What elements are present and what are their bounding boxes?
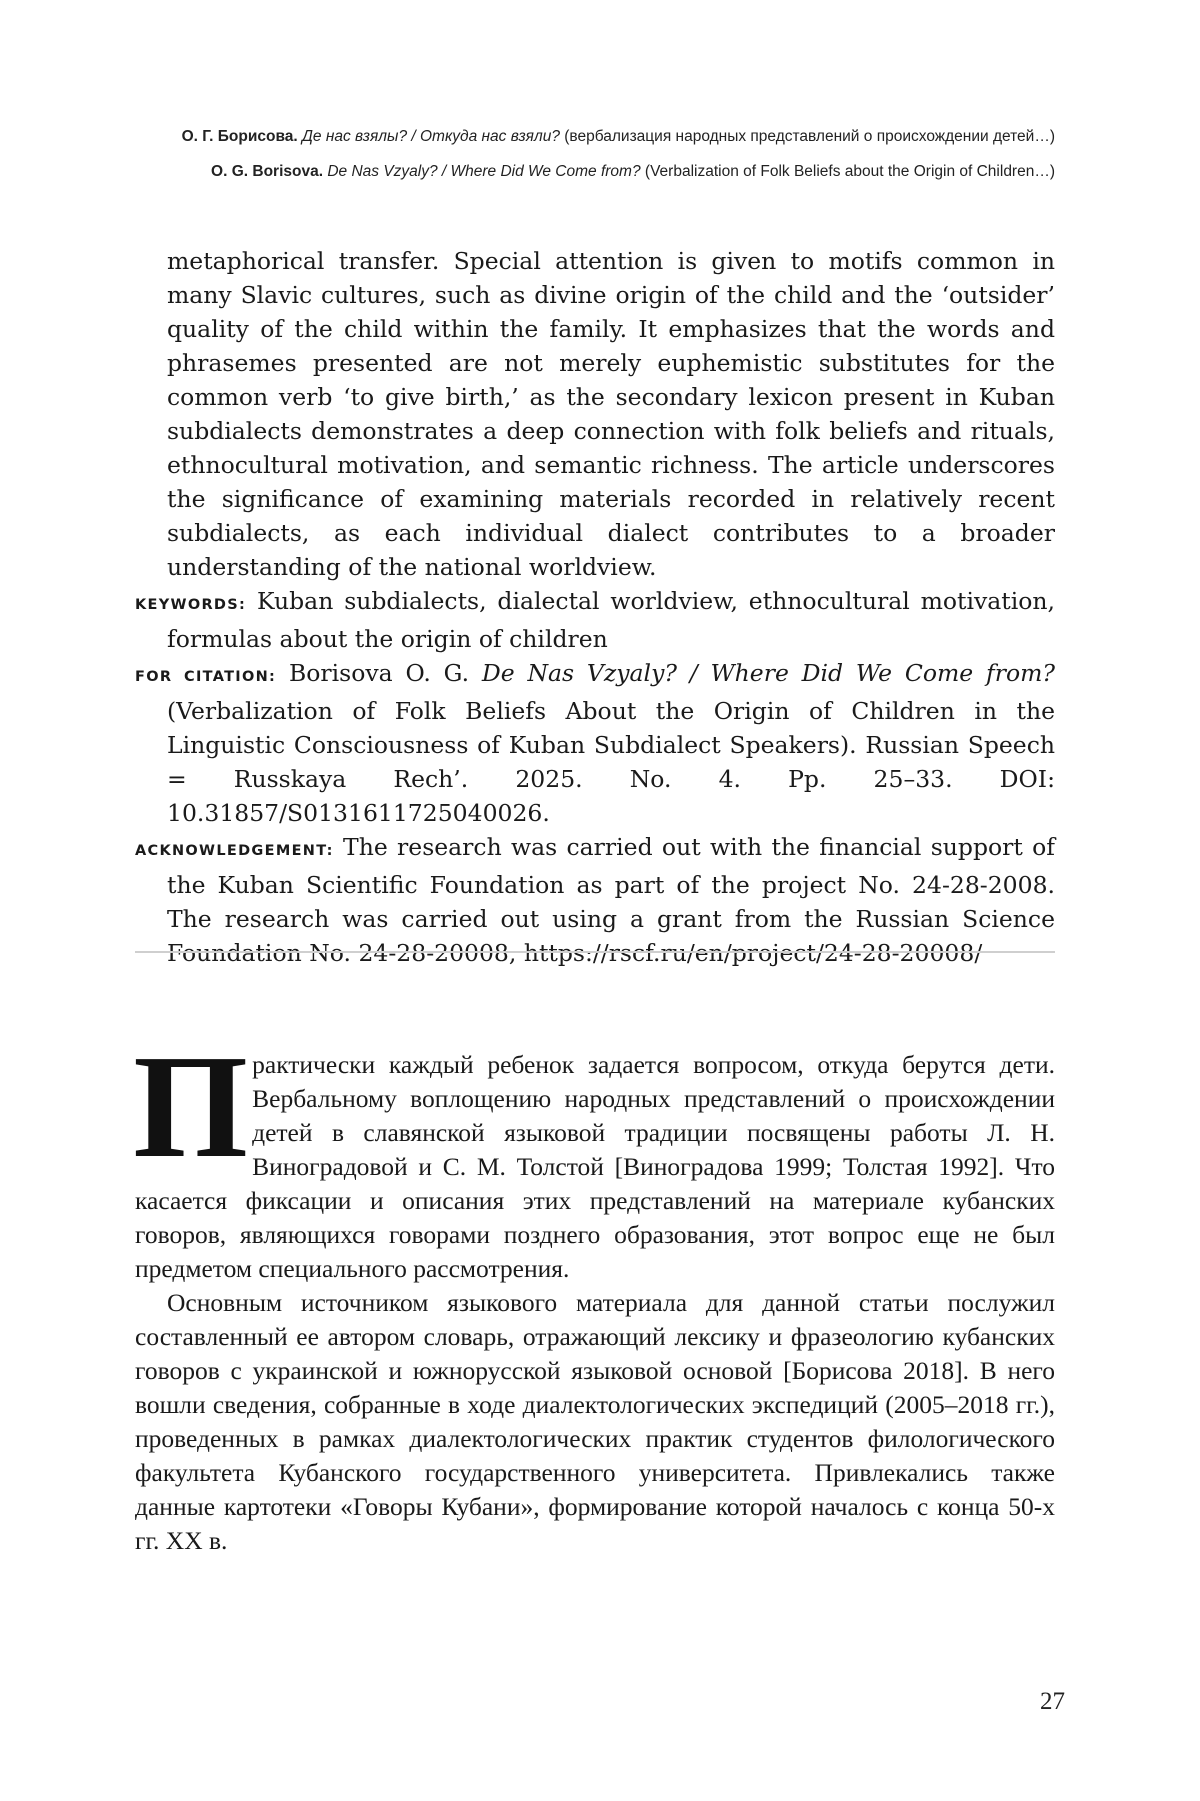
acknowledgement-label: ACKNOWLEDGEMENT: — [135, 843, 334, 859]
running-head-title: De Nas Vzyaly? / Where Did We Come from? — [327, 163, 641, 180]
drop-cap: П — [133, 1025, 249, 1189]
running-head-russian — [135, 128, 1055, 146]
acknowledgement — [135, 830, 1055, 970]
body-paragraph-1-text: рактически каждый ребенок задается вопросом, откуда берутся дети. Вербальному воплощению народных представлений о происхождении детей в славянской языковой традиции посвящены работы Л. Н. Виноградовой и С. М. Толстой [Виноградова 1999; Толстая 1992]. Что касается фиксации и описания этих представлений на материале кубанских говоров, являющихся говорами позднего образования, этот вопрос еще не был предметом специального рассмотрения. — [135, 1050, 1055, 1283]
citation-label: FOR CITATION: — [135, 669, 277, 685]
acknowledgement-text: The research was carried out with the financial support of the Kuban Scientific Foundation as part of the project No. 24-28-2008. The research was carried out using a grant from the Russian Science Foundation No. 24-28-20008, https://rscf.ru/en/project/24-28-20008/ — [167, 833, 1055, 967]
running-head-author: О. Г. Борисова. — [181, 128, 298, 145]
running-head-english — [135, 163, 1055, 181]
running-head-title: Де нас взялы? / Откуда нас взяли? — [302, 128, 560, 145]
body-paragraph-1 — [133, 1025, 1055, 1286]
keywords-text: Kuban subdialects, dialectal worldview, ethnocultural motivation, formulas about the origin of children — [167, 587, 1055, 653]
citation-author: Borisova O. G. — [288, 659, 470, 687]
running-head-subtitle: (Verbalization of Folk Beliefs about the Origin of Children…) — [644, 163, 1055, 180]
citation-title: De Nas Vzyaly? / Where Did We Come from? — [481, 659, 1055, 687]
abstract-section — [135, 244, 1055, 970]
body-paragraph-2: Основным источником языкового материала для данной статьи послужил составленный ее автором словарь, отражающий лексику и фразеологию кубанских говоров с украинской и южнорусской языковой основой [Борисова 2018]. В него вошли сведения, собранные в ходе диалектологических экспедиций (2005–2018 гг.), проведенных в рамках диалектологических практик студентов филологического факультета Кубанского государственного университета. Привлекались также данные картотеки «Говоры Кубани», формирование которой началось с конца 50-х гг. XX в. — [135, 1288, 1055, 1555]
citation-details: (Verbalization of Folk Beliefs About the Origin of Children in the Linguistic Consciousness of Kuban Subdialect Speakers). Russian Speech = Russkaya Rech’. 2025. No. 4. Pp. 25–33. DOI: 10.31857/S0131611725040026. — [167, 697, 1055, 827]
page-number: 27 — [1040, 1688, 1065, 1715]
running-head-author: O. G. Borisova. — [211, 163, 324, 180]
citation — [135, 656, 1055, 830]
abstract-continuation: metaphorical transfer. Special attention is given to motifs common in many Slavic cultures, such as divine origin of the child and the ‘outsider’ quality of the child within the family. It emphasizes that the words and phrasemes presented are not merely euphemistic substitutes for the common verb ‘to give birth,’ as the secondary lexicon present in Kuban subdialects demonstrates a deep connection with folk beliefs and rituals, ethnocultural motivation, and semantic richness. The article underscores the significance of examining materials recorded in relatively recent subdialects, as each individual dialect contributes to a broader understanding of the national worldview. — [167, 247, 1055, 581]
running-head-subtitle: (вербализация народных представлений о происхождении детей…) — [564, 128, 1055, 145]
article-body — [133, 1025, 1055, 1558]
keywords-label: KEYWORDS: — [135, 597, 247, 613]
section-divider — [135, 951, 1055, 953]
keywords — [135, 584, 1055, 656]
